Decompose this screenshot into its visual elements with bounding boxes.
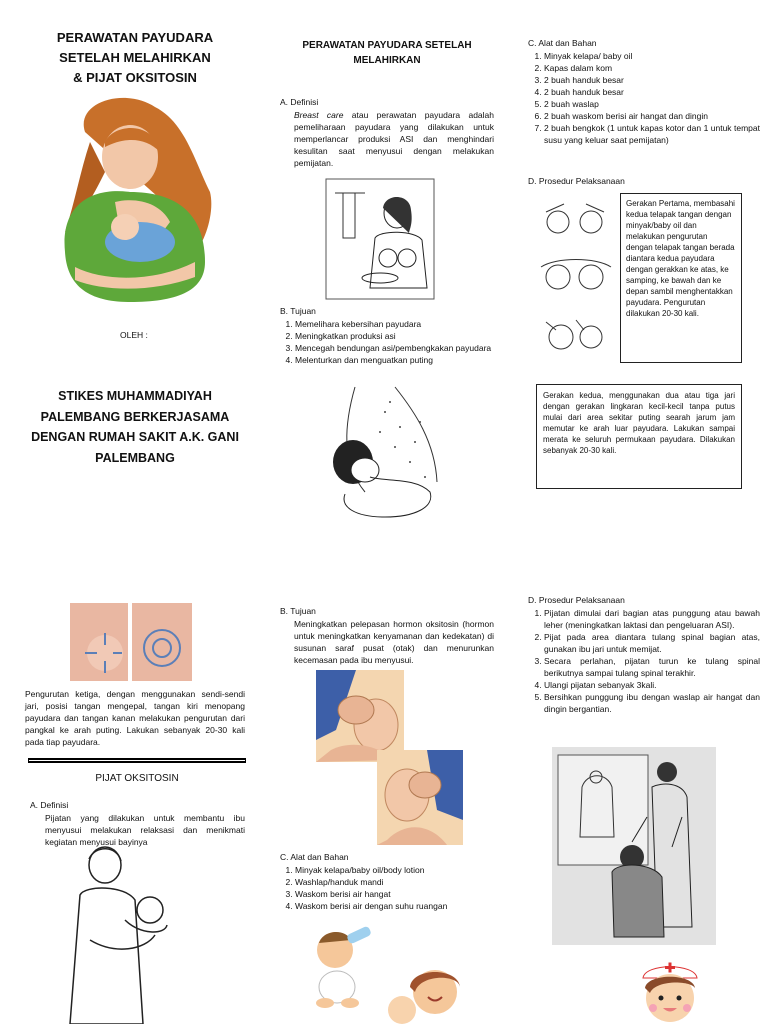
section-divider [28,758,246,763]
baby-nursing-sketch [325,382,445,524]
gerakan-pertama-text: Gerakan Pertama, membasahi kedua telapak tangan dengan minyak/baby oil dan melakukan pengurutan dengan telapak tangan berada diantara kedua payudara dengan gerakkan ke atas, ke samping, ke bawah dan ke depan sambil menghentakkan payudara. Pengurutan dilakukan 20-30 kali. [626,199,735,318]
pijat-prosedur-heading: D. Prosedur Pelaksanaan [528,595,625,605]
pijat-alat-item: 1. Minyak kelapa/baby oil/body lotion [295,864,511,876]
institution-line-3: DENGAN RUMAH SAKIT A.K. GANI [31,430,239,444]
pijat-alat-list [278,864,511,912]
gerakan-pertama-box [620,193,742,363]
tujuan-item: 4. Melenturkan dan menguatkan puting [295,354,511,366]
institution-line-1: STIKES MUHAMMADIYAH [58,389,212,403]
pijat-oksitosin-title: PIJAT OKSITOSIN [95,773,179,784]
panel2-title-line-2: MELAHIRKAN [353,55,421,66]
knuckle-massage-photo [70,603,192,681]
gerakan-kedua-box [536,384,742,489]
breast-massage-steps-sketch [536,192,616,364]
alat-heading: C. Alat dan Bahan [528,38,597,48]
cover-oleh: OLEH : [120,330,148,340]
definisi-body: atau perawatan payudara adalah pemeliharaan payudara yang dilakukan untuk memperlancar produksi ASI dan menghindari kesulitan saat menyusui dengan melakukan pemijatan. [294,110,495,168]
pengurutan-ketiga-text: Pengurutan ketiga, dengan menggunakan sendi-sendi jari, posisi tangan mengepal, tangan kiri menopang payudara dan tangan kanan melakukan pengurutan dari pangkal ke arah puting. Lakukan sebanyak 20-30 kali pada tiap payudara. [25,689,245,747]
cover-title-line-2: SETELAH MELAHIRKAN [59,50,211,65]
nurse-cartoon [625,958,715,1024]
pijat-alat-heading: C. Alat dan Bahan [280,852,349,862]
tujuan-item: 2. Meningkatkan produksi asi [295,330,511,342]
pijat-prosedur-item: 5. Bersihkan punggung ibu dengan waslap air hangat dan dingin bergantian. [544,691,760,715]
alat-item: 1. Minyak kelapa/ baby oil [544,50,760,62]
alat-item: 2. Kapas dalam kom [544,62,760,74]
cover-title [30,28,240,88]
pijat-alat-item: 3. Waskom berisi air hangat [295,888,511,900]
alat-item: 7. 2 buah bengkok (1 untuk kapas kotor dan 1 untuk tempat susu yang keluar saat pemijatan) [544,122,760,146]
pijat-prosedur-item: 1. Pijatan dimulai dari bagian atas punggung atau bawah leher (meningkatkan laktasi dan pengeluaran ASI). [544,607,760,631]
definisi-text [294,109,494,169]
alat-item: 4. 2 buah handuk besar [544,86,760,98]
alat-list [527,50,760,146]
alat-item: 5. 2 buah waslap [544,98,760,110]
pijat-definisi-text: Pijatan yang dilakukan untuk membantu ibu menyusui melakukan relaksasi dan menikmati kegiatan menyusui bayinya [45,813,245,847]
definisi-italic: Breast care [294,110,344,120]
cover-institution [20,386,250,468]
institution-line-4: PALEMBANG [95,450,175,465]
mother-breastfeeding-illustration [45,92,225,312]
pijat-tujuan-heading: B. Tujuan [280,606,316,616]
tujuan-item: 1. Memelihara kebersihan payudara [295,318,511,330]
pijat-alat-item: 2. Washlap/handuk mandi [295,876,511,888]
pijat-prosedur-list [527,607,760,715]
alat-item: 6. 2 buah waskom berisi air hangat dan dingin [544,110,760,122]
institution-line-2: PALEMBANG BERKERJASAMA [40,409,230,424]
cover-title-line-3: & PIJAT OKSITOSIN [73,70,197,85]
pijat-prosedur-item: 3. Secara perlahan, pijatan turun ke tulang spinal berikutnya sampai tulang spinal terakhir. [544,655,760,679]
pijat-prosedur-item: 4. Ulangi pijatan sebanyak 3kali. [544,679,760,691]
gerakan-kedua-text: Gerakan kedua, menggunakan dua atau tiga jari dengan gerakan lingkaran kecil-kecil tanpa putus mulai dari area sekitar puting searah jarum jam memutar ke arah luar payudara. Lakukan sampai merata ke seluruh permukaan payudara. Dilakukan sebanyak 20-30 kali. [543,391,735,455]
tujuan-item: 3. Mencegah bendungan asi/pembengkakan payudara [295,342,511,354]
panel2-title-line-1: PERAWATAN PAYUDARA SETELAH [302,40,472,51]
alat-item: 3. 2 buah handuk besar [544,74,760,86]
pijat-prosedur-item: 2. Pijat pada area diantara tulang spinal bagian atas, gunakan ibu jari untuk memijat. [544,631,760,655]
baby-with-bottle-cartoon [305,925,380,1010]
panel2-title [282,38,492,68]
pijat-alat-item: 4. Waskom berisi air dengan suhu ruangan [295,900,511,912]
mother-holding-baby-outline [55,845,175,1024]
definisi-heading: A. Definisi [280,97,319,107]
woman-breast-care-sketch [325,178,435,300]
tujuan-heading: B. Tujuan [280,306,316,316]
breastfeeding-closeup-1 [316,670,404,762]
tujuan-list [278,318,511,366]
prosedur-heading: D. Prosedur Pelaksanaan [528,176,625,186]
mother-baby-cartoon [380,962,465,1024]
pijat-tujuan-text: Meningkatkan pelepasan hormon oksitosin (hormon untuk meningkatkan kenyamanan dan kedekatan) di susunan saraf pusat (otak) dan menurunkan kecemasan pada ibu menyusui. [294,619,494,665]
cover-title-line-1: PERAWATAN PAYUDARA [56,30,214,45]
pijat-definisi-heading: A. Definisi [30,800,69,810]
back-massage-sketch [552,747,716,945]
breastfeeding-closeup-2 [377,750,463,845]
